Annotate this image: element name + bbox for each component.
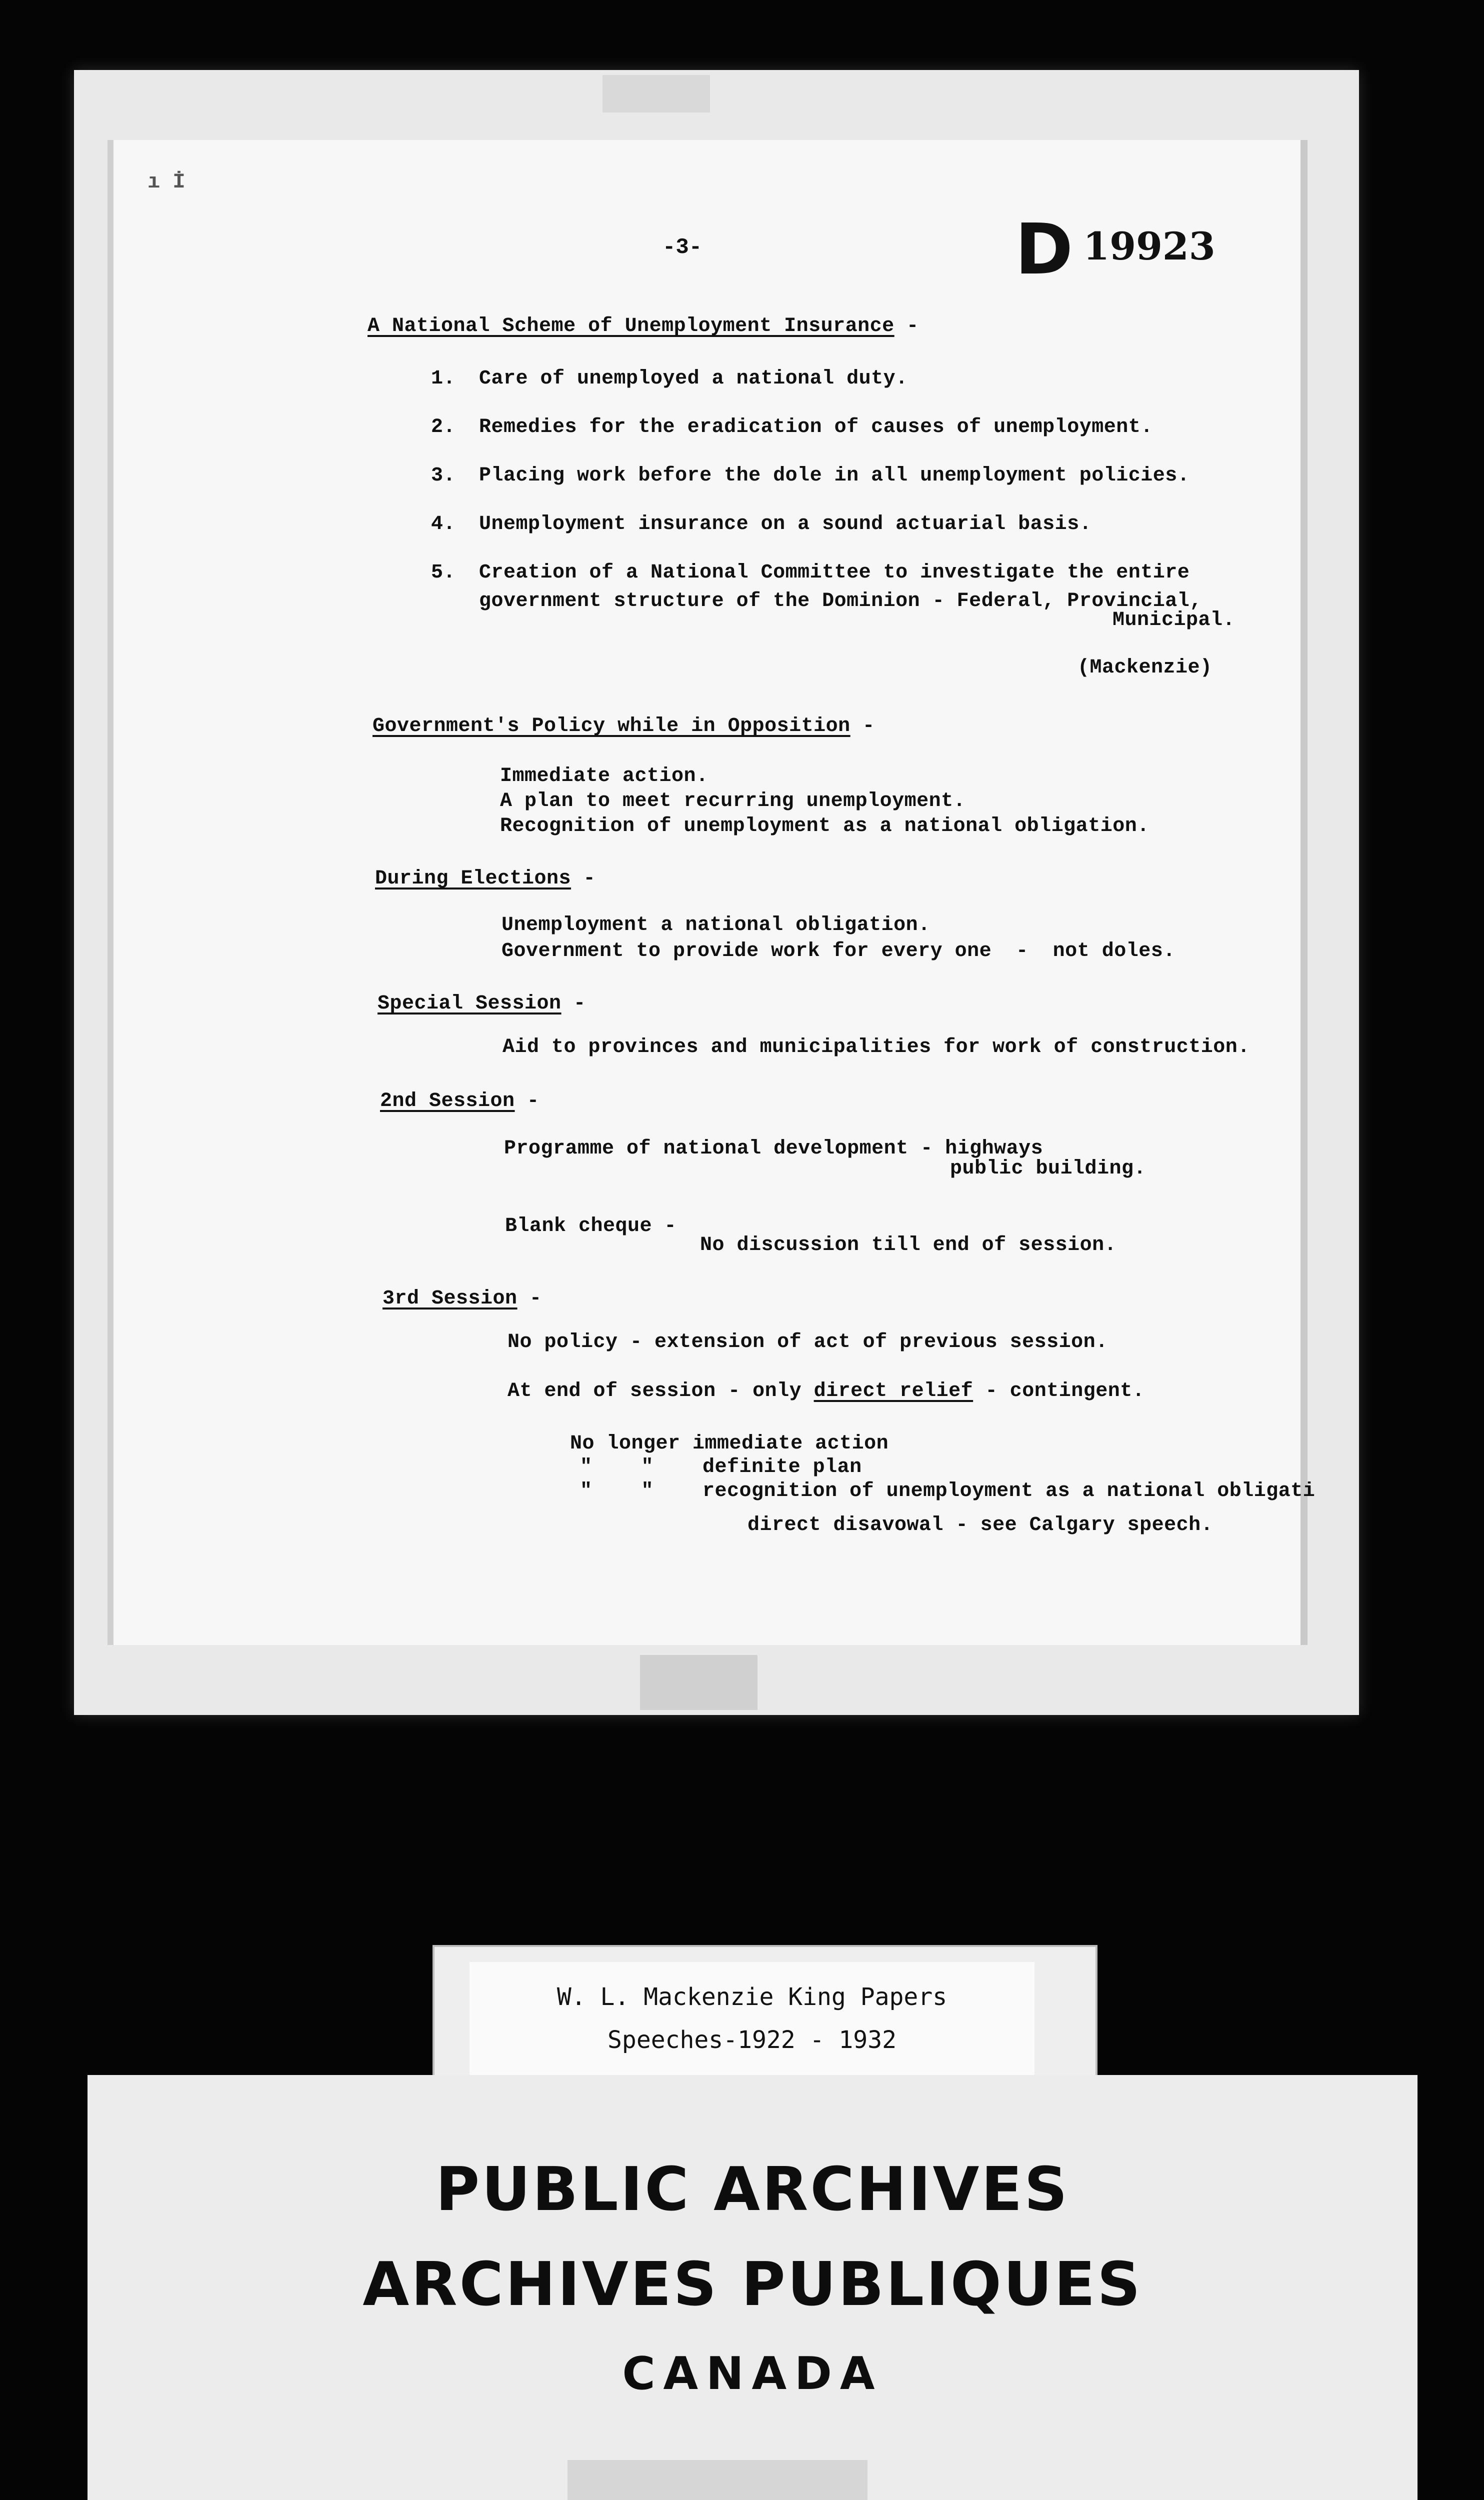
text-line: public building.	[950, 1158, 1146, 1180]
document-id-stamp	[1015, 209, 1216, 290]
text-line: Unemployment a national obligation.	[502, 914, 930, 936]
section-heading: 2nd Session -	[380, 1090, 540, 1112]
collection-label-inner	[470, 1962, 1034, 2080]
list-item: Creation of a National Committee to investigate the entire	[479, 562, 1190, 584]
text-line: direct disavowal - see Calgary speech.	[748, 1514, 1214, 1536]
text-line: " " recognition of unemployment as a national obligati	[580, 1480, 1316, 1502]
text-line: Aid to provinces and municipalities for work of construction.	[502, 1036, 1250, 1058]
archives-country: CANADA	[622, 2348, 883, 2400]
list-item-number: 3.	[431, 464, 456, 487]
text-line: At end of session - only direct relief - contingent.	[508, 1380, 1145, 1402]
page-number: -3-	[662, 235, 702, 260]
document-id-number: 19923	[1083, 224, 1216, 268]
document-id-letter: D	[1015, 209, 1074, 290]
text-line: Programme of national development - highways	[504, 1138, 1044, 1160]
text-line: A plan to meet recurring unemployment.	[500, 790, 966, 812]
collection-title: W. L. Mackenzie King Papers	[556, 1983, 948, 2011]
section-heading: During Elections -	[375, 868, 596, 890]
collection-subtitle: Speeches-1922 - 1932	[608, 2026, 896, 2054]
text-line: Immediate action.	[500, 765, 708, 788]
text-line: No longer immediate action	[570, 1432, 889, 1455]
list-item: Unemployment insurance on a sound actuarial basis.	[479, 513, 1092, 536]
list-item-continuation: government structure of the Dominion - Federal, Provincial,	[479, 590, 1202, 612]
section-heading: A National Scheme of Unemployment Insurance -	[368, 315, 919, 338]
list-item: Care of unemployed a national duty.	[479, 368, 908, 390]
mount-tab-bottom	[640, 1655, 758, 1710]
list-item-number: 4.	[431, 513, 456, 536]
emphasis: direct relief	[814, 1380, 974, 1402]
section-heading: 3rd Session -	[382, 1288, 542, 1310]
text-line: No policy - extension of act of previous session.	[508, 1331, 1108, 1354]
text-line: " " definite plan	[580, 1456, 862, 1478]
text-line: No discussion till end of session.	[700, 1234, 1117, 1256]
document-sheet	[108, 140, 1308, 1645]
section-heading: Government's Policy while in Opposition -	[372, 715, 875, 738]
attribution: (Mackenzie)	[1078, 656, 1212, 679]
list-item: Remedies for the eradication of causes of unemployment.	[479, 416, 1153, 438]
archives-board	[88, 2075, 1418, 2500]
archives-title-fr: ARCHIVES PUBLIQUES	[362, 2250, 1142, 2320]
section-heading: Special Session -	[378, 992, 586, 1015]
corner-mark: ı İ	[148, 170, 186, 194]
collection-label	[432, 1945, 1098, 2090]
list-item-number: 1.	[431, 368, 456, 390]
board-tab	[568, 2460, 868, 2500]
list-item: Placing work before the dole in all unemployment policies.	[479, 464, 1190, 487]
text-line: Blank cheque -	[505, 1215, 677, 1238]
text-line: Government to provide work for every one - not doles.	[502, 940, 1176, 962]
list-item-continuation: Municipal.	[1112, 609, 1236, 632]
list-item-number: 2.	[431, 416, 456, 438]
text-line: Recognition of unemployment as a national obligation.	[500, 815, 1150, 838]
mount-tab-top	[602, 75, 710, 112]
archives-title-en: PUBLIC ARCHIVES	[436, 2155, 1070, 2224]
list-item-number: 5.	[431, 562, 456, 584]
